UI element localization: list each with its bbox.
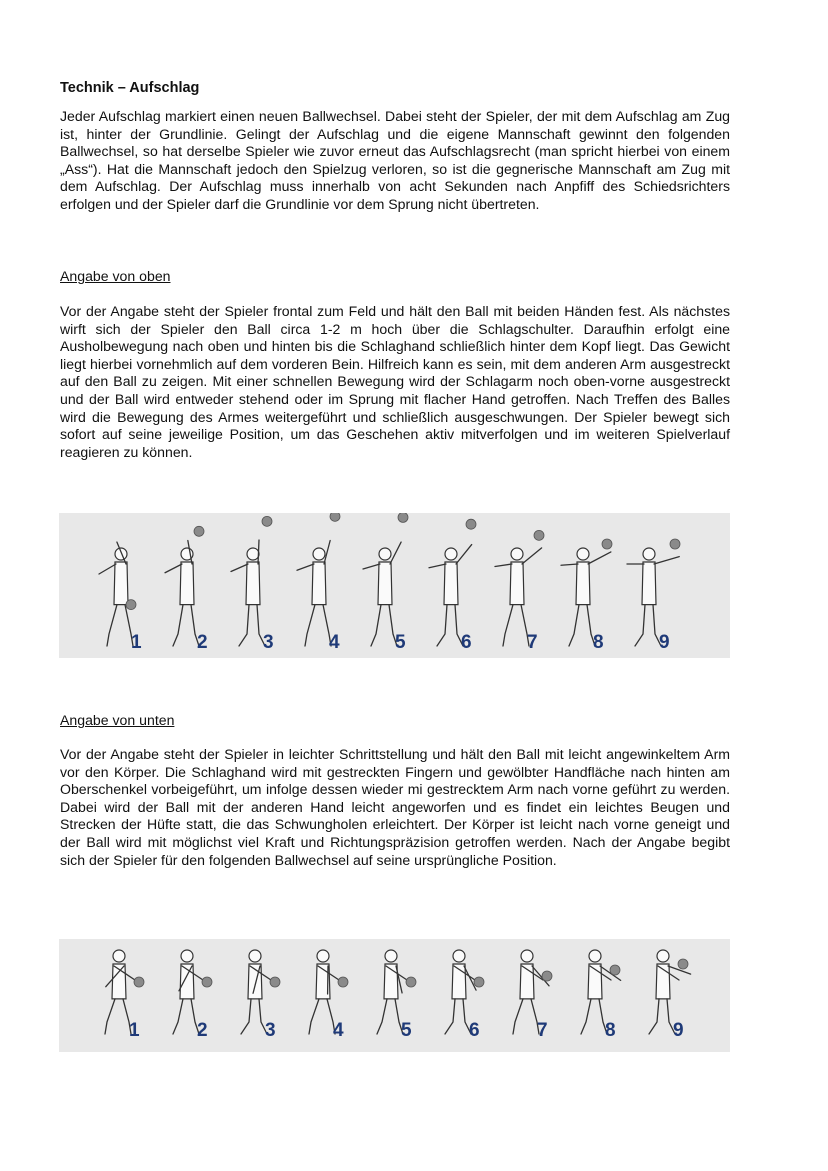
volleyball-icon: [194, 526, 204, 536]
frame-number: 3: [265, 1020, 276, 1041]
serve-figure-8: [561, 539, 612, 653]
frame-number: 8: [593, 632, 604, 653]
frame-number: 4: [333, 1020, 344, 1041]
frame-number: 7: [527, 632, 538, 653]
serve-figure-5: [377, 950, 416, 1041]
intro-paragraph: Jeder Aufschlag markiert einen neuen Ballwechsel. Dabei steht der Spieler, der mit dem Aufschlag am Zug ist, hinter der Grundlinie. Gelingt der Aufschlag und die eigene Mannschaft gewinnt den folgenden Ballwechsel, so hat derselbe Spieler wie zuvor erneut das Aufschlagsrecht (man spricht hierbei von einem „Ass“). Hat die Mannschaft jedoch den Spielzug verloren, so ist die gegnerische Mannschaft am Zug mit dem Aufschlag. Der Aufschlag muss innerhalb von acht Sekunden nach Anpfiff des Schiedsrichters erfolgen und der Spieler darf die Grundlinie vor dem Sprung nicht übertreten.: [60, 108, 730, 212]
volleyball-icon: [670, 539, 680, 549]
serve-figure-6: [445, 950, 484, 1041]
frame-number: 9: [673, 1020, 684, 1041]
frame-number: 9: [659, 632, 670, 653]
serve-figure-2: [165, 526, 208, 653]
volleyball-icon: [338, 977, 348, 987]
section-text-top: Vor der Angabe steht der Spieler frontal zum Feld und hält den Ball mit beiden Händen fest. Als nächstes wirft sich der Spieler den Ball circa 1-2 m hoch über die Schlagschulter. Daraufhin erfolgt eine Ausholbewegung nach oben und hinten bis die Schlaghand schließlich hinter dem Kopf liegt. Das Gewicht liegt hierbei vornehmlich auf dem vorderen Bein. Hilfreich kann es sein, mit dem anderen Arm ausgestreckt auf den Ball zu zeigen. Mit einer schnellen Bewegung wird der Schlagarm noch oben-vorne ausgestreckt und der Ball wird entweder stehend oder im Sprung mit flacher Hand getroffen. Nach Treffen des Balles wird die Bewegung des Armes weitergeführt und schließlich ausgeschwungen. Der Spieler bewegt sich sofort auf seine jeweilige Position, um das Geschehen aktiv mitverfolgen und im weiteren Spielverlauf reagieren zu können.: [60, 303, 730, 460]
frame-number: 6: [461, 632, 472, 653]
page-title: Technik – Aufschlag: [60, 80, 200, 96]
volleyball-icon: [534, 530, 544, 540]
serve-figure-9: [649, 950, 691, 1041]
volleyball-icon: [398, 513, 408, 522]
volleyball-icon: [202, 977, 212, 987]
serve-figure-7: [513, 950, 552, 1041]
frame-number: 2: [197, 1020, 208, 1041]
section-text-bottom: Vor der Angabe steht der Spieler in leichter Schrittstellung und hält den Ball mit leicht angewinkeltem Arm vor den Körper. Die Schlaghand wird mit gestreckten Fingern und gewölbter Handfläche nach hinten am Oberschenkel vorbeigeführt, um infolge dessen wieder mi gestrecktem Arm nach vorne geführt zu werden. Dabei wird der Ball mit der anderen Hand leicht angeworfen und es findet ein leichtes Beugen und Strecken der Hüfte statt, die das Schwungholen erleichtert. Der Körper ist leicht nach vorne geneigt und der Ball wird mit möglichst viel Kraft und Richtungspräzision getroffen werden. Nach der Angabe begibt sich der Spieler für den folgenden Ballwechsel auf seine ursprüngliche Position.: [60, 746, 730, 868]
serve-figure-4: [309, 950, 348, 1041]
frame-number: 2: [197, 632, 208, 653]
volleyball-icon: [542, 971, 552, 981]
volleyball-icon: [126, 600, 136, 610]
frame-number: 6: [469, 1020, 480, 1041]
serve-figure-3: [241, 950, 280, 1041]
overhand-serve-sequence: [59, 513, 730, 658]
volleyball-icon: [466, 519, 476, 529]
volleyball-icon: [678, 959, 688, 969]
volleyball-icon: [270, 977, 280, 987]
frame-number: 8: [605, 1020, 616, 1041]
underhand-serve-sequence: [59, 939, 730, 1052]
volleyball-icon: [262, 516, 272, 526]
frame-number: 5: [401, 1020, 412, 1041]
volleyball-icon: [610, 965, 620, 975]
serve-figure-1: [105, 950, 144, 1041]
serve-figure-6: [429, 519, 476, 653]
serve-figure-3: [231, 516, 274, 653]
section-heading-bottom: Angabe von unten: [60, 712, 175, 728]
serve-figure-2: [173, 950, 212, 1041]
frame-number: 4: [329, 632, 340, 653]
volleyball-icon: [330, 513, 340, 521]
serve-figure-4: [297, 513, 340, 653]
frame-number: 3: [263, 632, 274, 653]
frame-number: 1: [129, 1020, 140, 1041]
volleyball-icon: [406, 977, 416, 987]
serve-figure-9: [627, 539, 680, 653]
volleyball-icon: [474, 977, 484, 987]
serve-figure-8: [581, 950, 621, 1041]
serve-figure-7: [495, 530, 544, 653]
serve-figure-1: [99, 542, 142, 653]
volleyball-icon: [602, 539, 612, 549]
frame-number: 5: [395, 632, 406, 653]
serve-figure-5: [363, 513, 408, 653]
section-heading-top: Angabe von oben: [60, 268, 171, 284]
volleyball-icon: [134, 977, 144, 987]
frame-number: 1: [131, 632, 142, 653]
frame-number: 7: [537, 1020, 548, 1041]
